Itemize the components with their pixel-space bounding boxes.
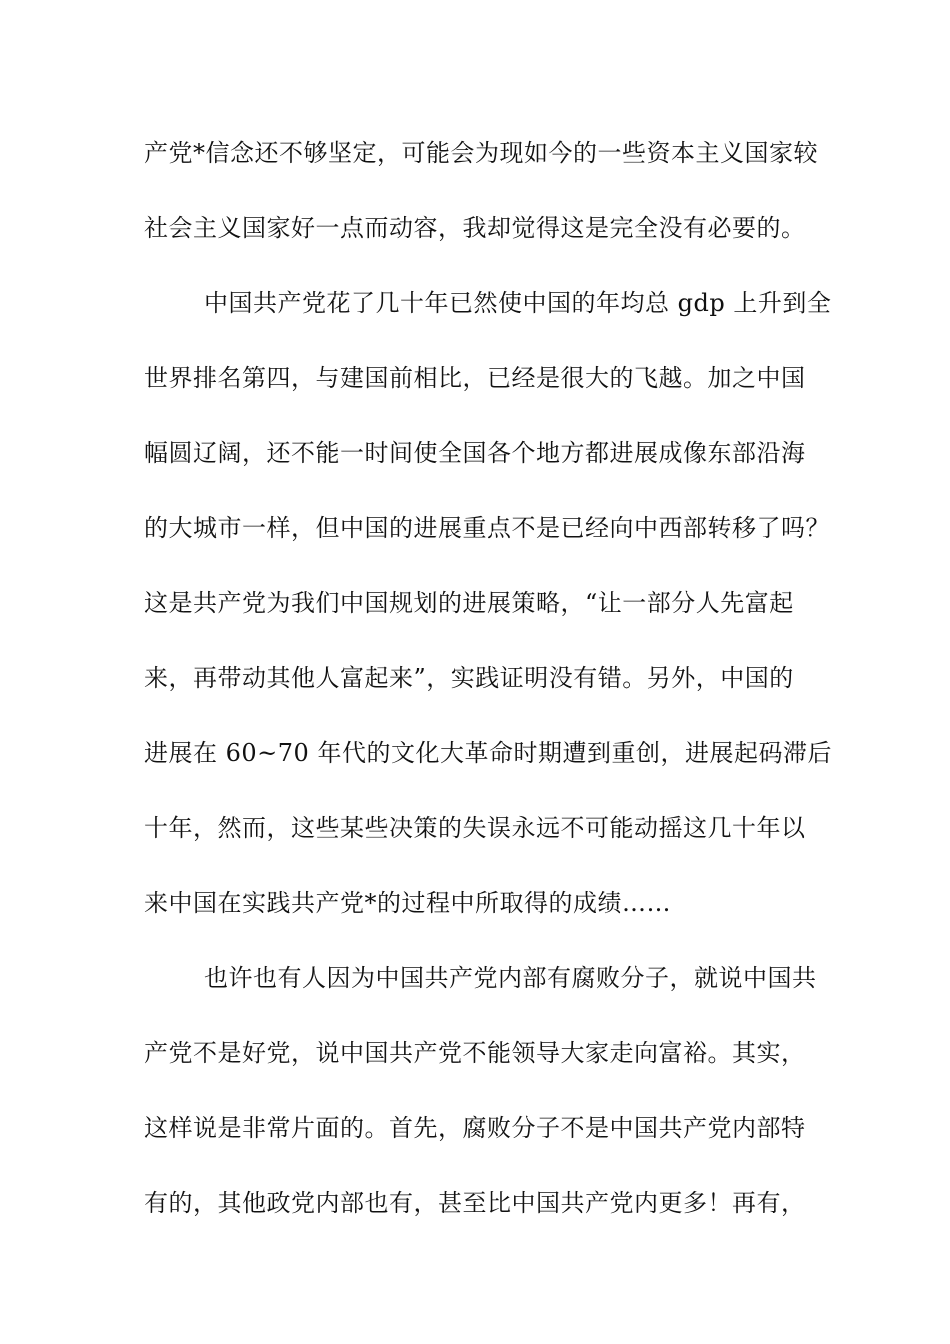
text-line: 世界排名第四，与建国前相比，已经是很大的飞越。加之中国 — [144, 364, 806, 392]
paragraph-start-line: 也许也有人因为中国共产党内部有腐败分子，就说中国共 — [204, 964, 817, 992]
text-line: 进展在 60~70 年代的文化大革命时期遭到重创，进展起码滞后 — [144, 739, 832, 767]
text-line: 来中国在实践共产党*的过程中所取得的成绩…… — [144, 889, 671, 917]
body-text — [144, 127, 832, 1252]
text-line: 的大城市一样，但中国的进展重点不是已经向中西部转移了吗？ — [144, 514, 830, 542]
paragraph-start-line: 中国共产党花了几十年已然使中国的年均总 gdp 上升到全 — [204, 289, 832, 317]
text-line: 有的，其他政党内部也有，甚至比中国共产党内更多！再有， — [144, 1189, 806, 1217]
text-line: 幅圆辽阔，还不能一时间使全国各个地方都进展成像东部沿海 — [144, 439, 806, 467]
text-line: 十年，然而，这些某些决策的失误永远不可能动摇这几十年以 — [144, 814, 806, 842]
text-line: 产党不是好党，说中国共产党不能领导大家走向富裕。其实， — [144, 1039, 806, 1067]
text-line: 这是共产党为我们中国规划的进展策略，“让一部分人先富起 — [144, 589, 794, 617]
text-line: 这样说是非常片面的。首先，腐败分子不是中国共产党内部特 — [144, 1114, 806, 1142]
text-line: 来，再带动其他人富起来”，实践证明没有错。另外，中国的 — [144, 664, 794, 692]
text-line: 社会主义国家好一点而动容，我却觉得这是完全没有必要的。 — [144, 214, 806, 242]
text-line: 产党*信念还不够坚定，可能会为现如今的一些资本主义国家较 — [144, 139, 818, 167]
